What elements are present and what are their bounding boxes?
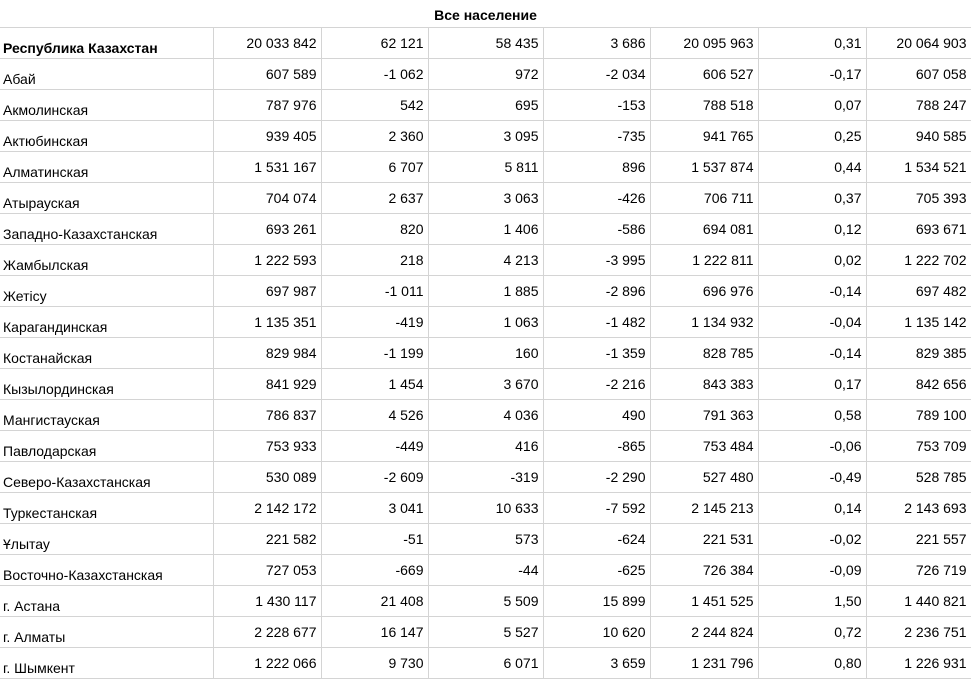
value-cell[interactable]: 1 135 351 [213, 307, 321, 338]
value-cell[interactable]: 607 589 [213, 59, 321, 90]
value-cell[interactable]: 1 534 521 [866, 152, 971, 183]
table-title[interactable]: Все население [0, 0, 971, 28]
value-cell[interactable]: 221 582 [213, 524, 321, 555]
value-cell[interactable]: 1 537 874 [650, 152, 758, 183]
table-body [0, 28, 971, 679]
table-row [0, 59, 971, 90]
value-cell[interactable]: 0,25 [758, 121, 866, 152]
table-row [0, 431, 971, 462]
value-cell[interactable]: 3 659 [543, 648, 650, 679]
value-cell[interactable]: 606 527 [650, 59, 758, 90]
value-cell[interactable]: 1 134 932 [650, 307, 758, 338]
table-row-total [0, 28, 971, 59]
table-row [0, 400, 971, 431]
value-cell[interactable]: -0,14 [758, 276, 866, 307]
region-name-cell[interactable]: Кызылординская [0, 369, 213, 400]
value-cell[interactable]: 0,72 [758, 617, 866, 648]
value-cell[interactable]: 2 145 213 [650, 493, 758, 524]
value-cell[interactable]: 0,31 [758, 28, 866, 59]
value-cell[interactable]: 828 785 [650, 338, 758, 369]
value-cell[interactable]: 1 430 117 [213, 586, 321, 617]
value-cell[interactable]: 753 933 [213, 431, 321, 462]
value-cell[interactable]: -426 [543, 183, 650, 214]
value-cell[interactable]: 1 531 167 [213, 152, 321, 183]
value-cell[interactable]: 1 231 796 [650, 648, 758, 679]
value-cell[interactable]: 789 100 [866, 400, 971, 431]
table-row [0, 276, 971, 307]
value-cell[interactable]: 9 730 [321, 648, 428, 679]
value-cell[interactable]: 3 670 [428, 369, 543, 400]
value-cell[interactable]: 20 033 842 [213, 28, 321, 59]
region-name-cell[interactable]: Республика Казахстан [0, 28, 213, 59]
value-cell[interactable]: 704 074 [213, 183, 321, 214]
region-name-cell[interactable]: Костанайская [0, 338, 213, 369]
value-cell[interactable]: 2 143 693 [866, 493, 971, 524]
value-cell[interactable]: 4 036 [428, 400, 543, 431]
value-cell[interactable]: 705 393 [866, 183, 971, 214]
table-row [0, 617, 971, 648]
value-cell[interactable]: 697 482 [866, 276, 971, 307]
value-cell[interactable]: 753 484 [650, 431, 758, 462]
value-cell[interactable]: 2 360 [321, 121, 428, 152]
table-row [0, 338, 971, 369]
value-cell[interactable]: 527 480 [650, 462, 758, 493]
value-cell[interactable]: -735 [543, 121, 650, 152]
value-cell[interactable]: 16 147 [321, 617, 428, 648]
value-cell[interactable]: 1 226 931 [866, 648, 971, 679]
value-cell[interactable]: -44 [428, 555, 543, 586]
value-cell[interactable]: 0,17 [758, 369, 866, 400]
table-row [0, 245, 971, 276]
value-cell[interactable]: 607 058 [866, 59, 971, 90]
value-cell[interactable]: -0,49 [758, 462, 866, 493]
value-cell[interactable]: -624 [543, 524, 650, 555]
table-row [0, 369, 971, 400]
value-cell[interactable]: 3 686 [543, 28, 650, 59]
value-cell[interactable]: -2 609 [321, 462, 428, 493]
region-name-cell[interactable]: Актюбинская [0, 121, 213, 152]
value-cell[interactable]: 753 709 [866, 431, 971, 462]
value-cell[interactable]: 20 064 903 [866, 28, 971, 59]
value-cell[interactable]: 3 063 [428, 183, 543, 214]
value-cell[interactable]: -0,09 [758, 555, 866, 586]
table-row [0, 214, 971, 245]
value-cell[interactable]: 940 585 [866, 121, 971, 152]
value-cell[interactable]: 0,14 [758, 493, 866, 524]
value-cell[interactable]: 218 [321, 245, 428, 276]
value-cell[interactable]: -2 034 [543, 59, 650, 90]
region-name-cell[interactable]: Карагандинская [0, 307, 213, 338]
value-cell[interactable]: 62 121 [321, 28, 428, 59]
value-cell[interactable]: 706 711 [650, 183, 758, 214]
value-cell[interactable]: -0,02 [758, 524, 866, 555]
region-name-cell[interactable]: Северо-Казахстанская [0, 462, 213, 493]
value-cell[interactable]: 1 135 142 [866, 307, 971, 338]
region-name-cell[interactable]: Туркестанская [0, 493, 213, 524]
value-cell[interactable]: 788 247 [866, 90, 971, 121]
table-row [0, 493, 971, 524]
value-cell[interactable]: 10 633 [428, 493, 543, 524]
value-cell[interactable]: 3 041 [321, 493, 428, 524]
value-cell[interactable]: 787 976 [213, 90, 321, 121]
value-cell[interactable]: 2 244 824 [650, 617, 758, 648]
value-cell[interactable]: -0,06 [758, 431, 866, 462]
value-cell[interactable]: 5 811 [428, 152, 543, 183]
value-cell[interactable]: 727 053 [213, 555, 321, 586]
value-cell[interactable]: 693 671 [866, 214, 971, 245]
value-cell[interactable]: -3 995 [543, 245, 650, 276]
value-cell[interactable]: 3 095 [428, 121, 543, 152]
region-name-cell[interactable]: Атырауская [0, 183, 213, 214]
value-cell[interactable]: 1 451 525 [650, 586, 758, 617]
value-cell[interactable]: 416 [428, 431, 543, 462]
region-name-cell[interactable]: Восточно-Казахстанская [0, 555, 213, 586]
table-row [0, 307, 971, 338]
value-cell[interactable]: 941 765 [650, 121, 758, 152]
value-cell[interactable]: 530 089 [213, 462, 321, 493]
table-row [0, 121, 971, 152]
value-cell[interactable]: 4 213 [428, 245, 543, 276]
value-cell[interactable]: 2 637 [321, 183, 428, 214]
value-cell[interactable]: 20 095 963 [650, 28, 758, 59]
value-cell[interactable]: -449 [321, 431, 428, 462]
region-name-cell[interactable]: Абай [0, 59, 213, 90]
table-row [0, 648, 971, 679]
value-cell[interactable]: 693 261 [213, 214, 321, 245]
value-cell[interactable]: 829 385 [866, 338, 971, 369]
value-cell[interactable]: 1 063 [428, 307, 543, 338]
value-cell[interactable]: 2 228 677 [213, 617, 321, 648]
table-row [0, 555, 971, 586]
value-cell[interactable]: 726 384 [650, 555, 758, 586]
value-cell[interactable]: -0,04 [758, 307, 866, 338]
value-cell[interactable]: 573 [428, 524, 543, 555]
value-cell[interactable]: -2 216 [543, 369, 650, 400]
region-name-cell[interactable]: г. Астана [0, 586, 213, 617]
value-cell[interactable]: 1 222 811 [650, 245, 758, 276]
value-cell[interactable]: -1 199 [321, 338, 428, 369]
value-cell[interactable]: 0,58 [758, 400, 866, 431]
region-name-cell[interactable]: Алматинская [0, 152, 213, 183]
value-cell[interactable]: -0,17 [758, 59, 866, 90]
value-cell[interactable]: -1 359 [543, 338, 650, 369]
value-cell[interactable]: 0,07 [758, 90, 866, 121]
value-cell[interactable]: 1 440 821 [866, 586, 971, 617]
value-cell[interactable]: 939 405 [213, 121, 321, 152]
value-cell[interactable]: -1 482 [543, 307, 650, 338]
region-name-cell[interactable]: Западно-Казахстанская [0, 214, 213, 245]
table-row [0, 152, 971, 183]
region-name-cell[interactable]: Акмолинская [0, 90, 213, 121]
value-cell[interactable]: -0,14 [758, 338, 866, 369]
value-cell[interactable]: 788 518 [650, 90, 758, 121]
value-cell[interactable]: 2 142 172 [213, 493, 321, 524]
population-table [0, 28, 971, 679]
value-cell[interactable]: -865 [543, 431, 650, 462]
value-cell[interactable]: -2 290 [543, 462, 650, 493]
value-cell[interactable]: -153 [543, 90, 650, 121]
value-cell[interactable]: 1 406 [428, 214, 543, 245]
value-cell[interactable]: 2 236 751 [866, 617, 971, 648]
value-cell[interactable]: 1 222 702 [866, 245, 971, 276]
value-cell[interactable]: 842 656 [866, 369, 971, 400]
value-cell[interactable]: 0,44 [758, 152, 866, 183]
value-cell[interactable]: 542 [321, 90, 428, 121]
value-cell[interactable]: 58 435 [428, 28, 543, 59]
value-cell[interactable]: 896 [543, 152, 650, 183]
value-cell[interactable]: -1 062 [321, 59, 428, 90]
value-cell[interactable]: -586 [543, 214, 650, 245]
value-cell[interactable]: 15 899 [543, 586, 650, 617]
table-row [0, 462, 971, 493]
value-cell[interactable]: 528 785 [866, 462, 971, 493]
value-cell[interactable]: -419 [321, 307, 428, 338]
value-cell[interactable]: -319 [428, 462, 543, 493]
value-cell[interactable]: 0,80 [758, 648, 866, 679]
value-cell[interactable]: 0,37 [758, 183, 866, 214]
region-name-cell[interactable]: Жамбылская [0, 245, 213, 276]
value-cell[interactable]: 694 081 [650, 214, 758, 245]
value-cell[interactable]: -669 [321, 555, 428, 586]
value-cell[interactable]: -2 896 [543, 276, 650, 307]
value-cell[interactable]: 1,50 [758, 586, 866, 617]
value-cell[interactable]: -7 592 [543, 493, 650, 524]
value-cell[interactable]: 696 976 [650, 276, 758, 307]
value-cell[interactable]: 786 837 [213, 400, 321, 431]
value-cell[interactable]: 695 [428, 90, 543, 121]
value-cell[interactable]: 1 885 [428, 276, 543, 307]
value-cell[interactable]: 221 531 [650, 524, 758, 555]
value-cell[interactable]: 5 509 [428, 586, 543, 617]
value-cell[interactable]: 160 [428, 338, 543, 369]
value-cell[interactable]: 221 557 [866, 524, 971, 555]
value-cell[interactable]: 6 071 [428, 648, 543, 679]
value-cell[interactable]: 4 526 [321, 400, 428, 431]
region-name-cell[interactable]: Мангистауская [0, 400, 213, 431]
value-cell[interactable]: -625 [543, 555, 650, 586]
value-cell[interactable]: 21 408 [321, 586, 428, 617]
value-cell[interactable]: 791 363 [650, 400, 758, 431]
region-name-cell[interactable]: Жетiсу [0, 276, 213, 307]
value-cell[interactable]: 697 987 [213, 276, 321, 307]
region-name-cell[interactable]: Ұлытау [0, 524, 213, 555]
value-cell[interactable]: 843 383 [650, 369, 758, 400]
value-cell[interactable]: 726 719 [866, 555, 971, 586]
value-cell[interactable]: 0,12 [758, 214, 866, 245]
value-cell[interactable]: 1 222 066 [213, 648, 321, 679]
value-cell[interactable]: 1 222 593 [213, 245, 321, 276]
value-cell[interactable]: -1 011 [321, 276, 428, 307]
value-cell[interactable]: 490 [543, 400, 650, 431]
table-row [0, 90, 971, 121]
region-name-cell[interactable]: г. Алматы [0, 617, 213, 648]
value-cell[interactable]: -51 [321, 524, 428, 555]
region-name-cell[interactable]: Павлодарская [0, 431, 213, 462]
value-cell[interactable]: 5 527 [428, 617, 543, 648]
value-cell[interactable]: 820 [321, 214, 428, 245]
table-row [0, 586, 971, 617]
value-cell[interactable]: 0,02 [758, 245, 866, 276]
value-cell[interactable]: 1 454 [321, 369, 428, 400]
value-cell[interactable]: 972 [428, 59, 543, 90]
value-cell[interactable]: 829 984 [213, 338, 321, 369]
value-cell[interactable]: 6 707 [321, 152, 428, 183]
table-row [0, 524, 971, 555]
region-name-cell[interactable]: г. Шымкент [0, 648, 213, 679]
value-cell[interactable]: 10 620 [543, 617, 650, 648]
value-cell[interactable]: 841 929 [213, 369, 321, 400]
table-row [0, 183, 971, 214]
